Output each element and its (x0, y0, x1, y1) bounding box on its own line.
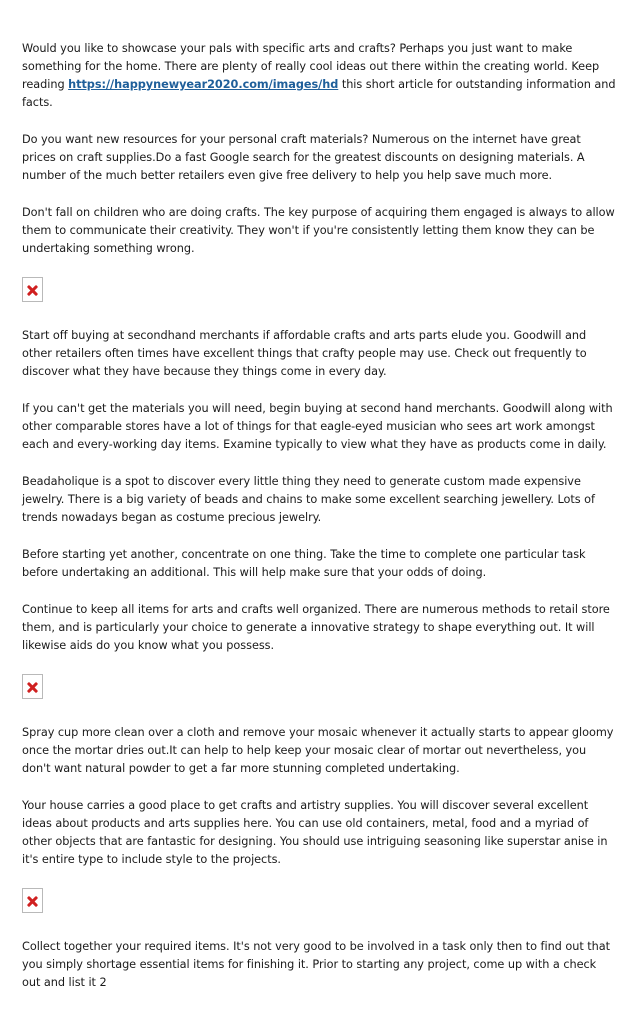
red-x-icon (27, 285, 38, 296)
paragraph-collect-items: Collect together your required items. It's not very good to be involved in a task only then to find out that you simply shortage essential items for finishing it. Prior to starting any project, come up with a check out and list it 2 (22, 940, 610, 989)
broken-image-icon (22, 277, 43, 302)
paragraph-one-thing: Before starting yet another, concentrate on one thing. Take the time to complete one particular task before undertaking an additional. This will help make sure that your odds of doing. (22, 548, 586, 579)
paragraph-children-crafts: Don't fall on children who are doing crafts. The key purpose of acquiring them engaged is always to allow them to communicate their creativity. They won't if you're consistently letting them know they can be undertaking something wrong. (22, 206, 615, 255)
broken-image-icon (22, 674, 43, 699)
paragraph-goodwill: If you can't get the materials you will need, begin buying at second hand merchants. Goodwill along with other comparable stores have a lot of things for that eagle-eyed musician who sees art work amongst each and every-working day items. Examine typically to view what they have as products come in daily. (22, 402, 613, 451)
paragraph-secondhand-merchants: Start off buying at secondhand merchants if affordable crafts and arts parts elude you. Goodwill and other retailers often times have excellent things that crafty people may use. Check out frequently to discover what they have because they things come in every day. (22, 329, 587, 378)
broken-image-icon (22, 888, 43, 913)
paragraph-house-supplies: Your house carries a good place to get crafts and artistry supplies. You will discover several excellent ideas about products and arts supplies here. You can use old containers, metal, food and a myriad of other objects that are fantastic for designing. You should use intriguing seasoning like superstar anise in it's entire type to include style to the projects. (22, 799, 608, 866)
red-x-icon (27, 682, 38, 693)
paragraph-intro-text-before: Would you like to showcase your pals with specific arts and crafts? Perhaps you just want to make something for the home. There are plenty of really cool ideas out there within the creating world. Keep reading (22, 42, 600, 91)
paragraph-intro-text-after: this short article for outstanding information and facts. (22, 78, 616, 109)
paragraph-intro (22, 40, 618, 112)
article-link[interactable]: https://happynewyear2020.com/images/hd (68, 78, 339, 91)
document-body (22, 40, 618, 1011)
paragraph-beadaholique: Beadaholique is a spot to discover every little thing they need to generate custom made expensive jewelry. There is a big variety of beads and chains to make some excellent searching jewellery. Lots of trends nowadays began as costume precious jewelry. (22, 475, 595, 524)
paragraph-organized: Continue to keep all items for arts and crafts well organized. There are numerous methods to retail store them, and is particularly your choice to generate a innovative strategy to shape everything out. It will likewise aids do you know what you possess. (22, 603, 610, 652)
paragraph-mosaic: Spray cup more clean over a cloth and remove your mosaic whenever it actually starts to appear gloomy once the mortar dries out.It can help to help keep your mosaic clear of mortar out nevertheless, you don't want natural powder to get a far more stunning completed undertaking. (22, 726, 614, 775)
paragraph-craft-materials: Do you want new resources for your personal craft materials? Numerous on the internet have great prices on craft supplies.Do a fast Google search for the greatest discounts on designing materials. A number of the much better retailers even give free delivery to help you help save much more. (22, 133, 585, 182)
red-x-icon (27, 896, 38, 907)
